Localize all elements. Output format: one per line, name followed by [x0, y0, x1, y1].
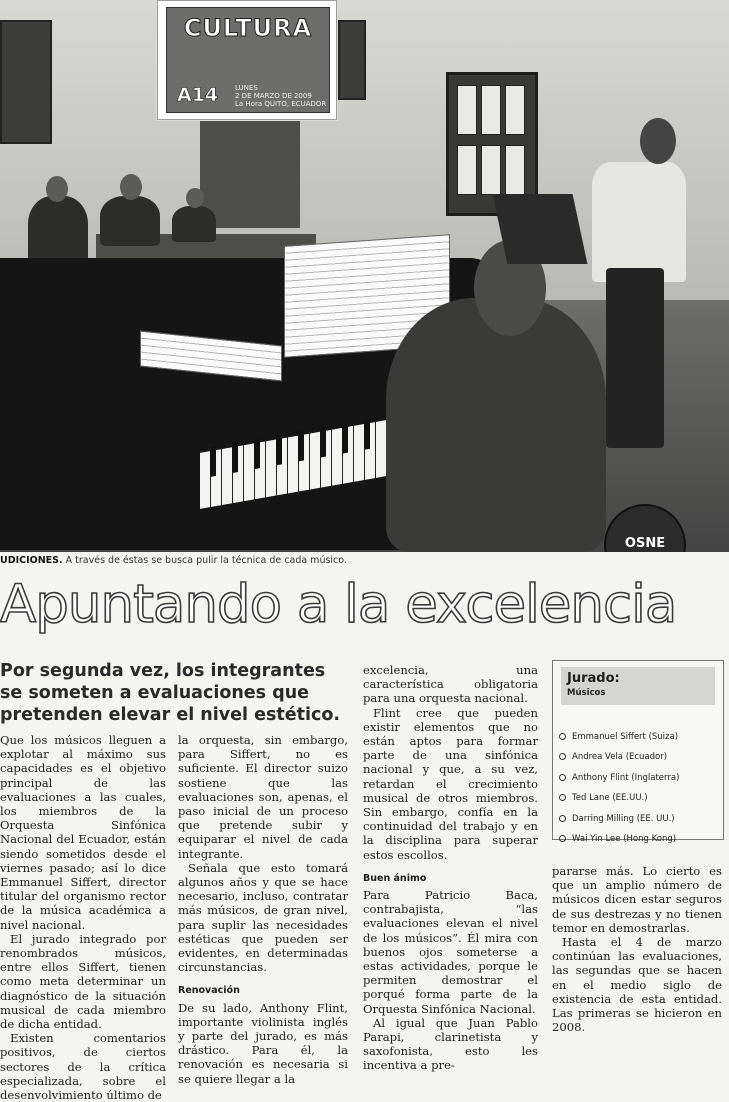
- photo-window-left: [0, 20, 52, 144]
- photo-violinist: [592, 162, 686, 282]
- jury-member: Wai Yin Lee (Hong Kong): [559, 829, 679, 849]
- section-header: [157, 0, 337, 120]
- bullet-icon: [559, 753, 566, 760]
- page-number: A14: [177, 84, 219, 106]
- jury-member: Ted Lane (EE.UU.): [559, 788, 679, 808]
- bullet-icon: [559, 774, 566, 781]
- osne-badge: OSNE: [604, 504, 686, 552]
- column-1: Que los músicos lleguen a explotar al máximo sus capacidades es el objetivo principal de las evaluaciones a las cuales, los miembros de la Orquesta Sinfónica Nacional del Ecuador, están siendo sometidos desde el viernes pasado; así lo dice Emmanuel Siffert, director titular del organismo rector de la música académica a nivel nacional. El jurado integrado por renombrados músicos, entre ellos Siffert, tienen como meta determinar un diagnóstico de la situación musical de cada miembro de dicha entidad. Existen comentarios positivos, de ciertos sectores de la crítica especializada, sobre el desenvolvimiento último de: [0, 733, 166, 1102]
- subhead-renovacion: Renovación: [178, 985, 240, 997]
- photo-organ-pipes: [200, 118, 300, 228]
- bullet-icon: [559, 815, 566, 822]
- column-3: excelencia, una característica obligatoria para una orquesta nacional. Flint cree que pueden existir elementos que no están aptos para formar parte de una sinfónica nacional y que, a su vez, retardan el crecimiento musical de otros miembros. Sin embargo, confía en la continuidad del trabajo y en la disciplina para superar estos escollos. Buen ánimo Para Patricio Baca, contrabajista, “las evaluaciones elevan el nivel de los músicos”. Él mira con buenos ojos someterse a estas actividades, porque le permiten demostrar el porqué forma parte de la Orquesta Sinfónica Nacional. Al igual que Juan Pablo Parapi, clarinetista y saxofonista, esto les incentiva a pre-: [363, 663, 538, 1073]
- bullet-icon: [559, 794, 566, 801]
- date-block: LUNES 2 DE MARZO DE 2009 La Hora QUITO, ECUADOR: [235, 84, 327, 108]
- bullet-icon: [559, 835, 566, 842]
- section-name: CULTURA: [183, 14, 313, 42]
- photo-juror-1: [100, 196, 160, 246]
- jury-subtitle: Músicos: [567, 688, 606, 698]
- photo-juror-2: [172, 206, 216, 242]
- jury-title: Jurado:: [567, 671, 620, 686]
- jury-member: Darring Milling (EE. UU.): [559, 809, 679, 829]
- bullet-icon: [559, 733, 566, 740]
- jury-member: Andrea Vela (Ecuador): [559, 747, 679, 767]
- photo-window-small: [338, 20, 366, 100]
- article-headline: Apuntando a la excelencia: [0, 574, 677, 635]
- column-2: la orquesta, sin embargo, para Siffert, no es suficiente. El director suizo sostiene que las evaluaciones son, apenas, el paso inicial de un proceso que pretende subir y equiparar el nivel de cada integrante. Señala que esto tomará algunos años y que se hace necesario, incluso, contratar más músicos, de gran nivel, para suplir las necesidades estéticas que pueden ser evidentes, en determinadas circunstancias. Renovación De su lado, Anthony Flint, importante violinista inglés y parte del jurado, es más drástico. Para él, la renovación es necesaria si se quiere llegar a la: [178, 733, 348, 1086]
- jury-list: [559, 727, 679, 849]
- photo-pianist: [386, 298, 606, 552]
- article-deck: Por segunda vez, los integrantes se someten a evaluaciones que pretenden elevar el nivel estético.: [0, 661, 341, 725]
- photo-juror-3: [28, 196, 88, 266]
- photo-music-stand: [493, 194, 588, 264]
- column-4: pararse más. Lo cierto es que un amplio número de músicos dicen estar seguros de sus destrezas y no tienen temor en demostrarlas. Hasta el 4 de marzo continúan las evaluaciones, las segundas que se hacen en el medio siglo de existencia de esta entidad. Las primeras se hicieron en 2008.: [552, 864, 722, 1035]
- jury-box: [552, 660, 724, 845]
- photo-caption: UDICIONES. A través de éstas se busca pulir la técnica de cada músico.: [0, 555, 347, 566]
- jury-header: [561, 667, 715, 705]
- jury-member: Anthony Flint (Inglaterra): [559, 768, 679, 788]
- subhead-buen-animo: Buen ánimo: [363, 872, 427, 884]
- jury-member: Emmanuel Siffert (Suiza): [559, 727, 679, 747]
